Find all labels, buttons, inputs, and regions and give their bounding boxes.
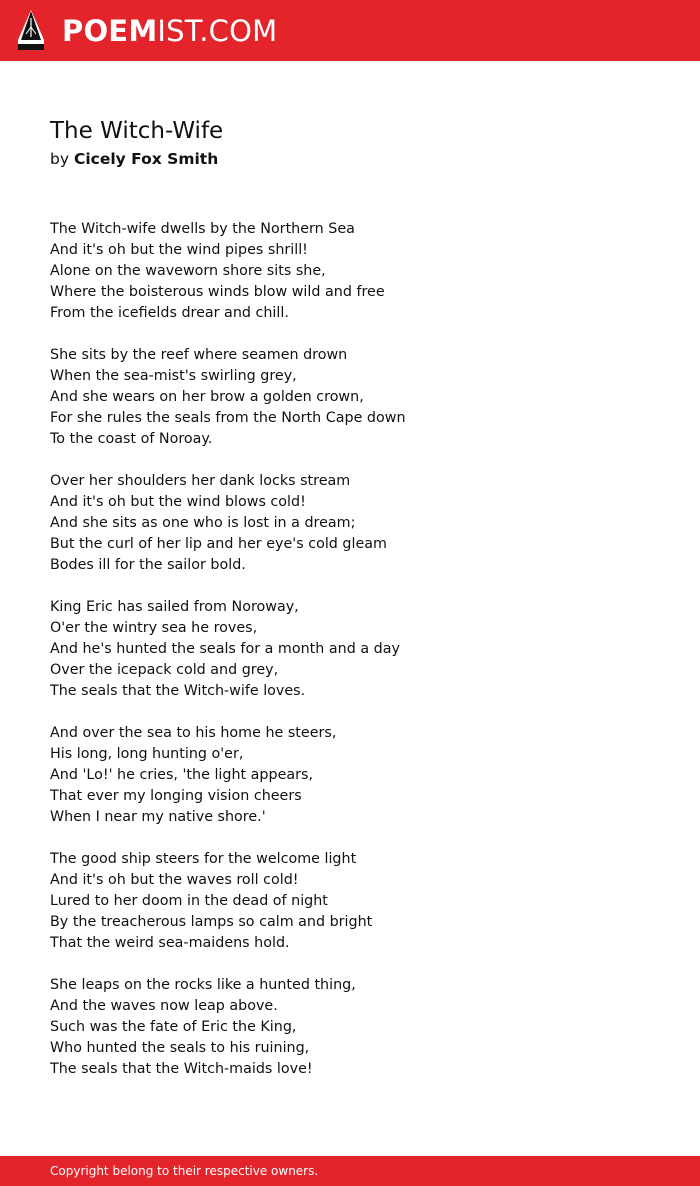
poem-line: The Witch-wife dwells by the Northern Sea xyxy=(50,221,355,237)
poem-stanza xyxy=(50,219,670,324)
poem-line: And she wears on her brow a golden crown, xyxy=(50,389,364,405)
poem-line: She leaps on the rocks like a hunted thing, xyxy=(50,977,356,993)
poem-line: And it's oh but the wind blows cold! xyxy=(50,494,306,510)
poem-line: The seals that the Witch-wife loves. xyxy=(50,683,306,699)
poem-line: Lured to her doom in the dead of night xyxy=(50,893,328,909)
poem-title: The Witch-Wife xyxy=(50,118,224,144)
poem-line: For she rules the seals from the North Cape down xyxy=(50,410,406,426)
author-name: Cicely Fox Smith xyxy=(73,150,219,168)
poem-stanza xyxy=(50,849,670,954)
poem-line: By the treacherous lamps so calm and bright xyxy=(50,914,373,930)
poem-line: King Eric has sailed from Noroway, xyxy=(50,599,299,615)
poem-line: The good ship steers for the welcome light xyxy=(50,851,357,867)
poem-line: Over her shoulders her dank locks stream xyxy=(50,473,351,489)
poem-stanza xyxy=(50,471,670,576)
poem-line: Alone on the waveworn shore sits she, xyxy=(50,263,326,279)
byline xyxy=(50,149,218,169)
poem-stanza xyxy=(50,597,670,702)
poem-line: And 'Lo!' he cries, 'the light appears, xyxy=(50,767,314,783)
poem-stanza xyxy=(50,975,670,1080)
poem-line: That ever my longing vision cheers xyxy=(50,788,302,804)
poem-line: To the coast of Noroay. xyxy=(50,431,213,447)
site-logo[interactable] xyxy=(62,11,277,51)
poem-line: His long, long hunting o'er, xyxy=(50,746,244,762)
copyright-text: Copyright belong to their respective owners. xyxy=(50,1164,319,1178)
poem-line: When I near my native shore.' xyxy=(50,809,266,825)
poem-line: But the curl of her lip and her eye's cold gleam xyxy=(50,536,387,552)
poem-line: The seals that the Witch-maids love! xyxy=(50,1061,313,1077)
poem-line: O'er the wintry sea he roves, xyxy=(50,620,258,636)
poem-stanza xyxy=(50,723,670,828)
poem-line: Over the icepack cold and grey, xyxy=(50,662,279,678)
poem-body xyxy=(50,219,670,1101)
poem-line: And over the sea to his home he steers, xyxy=(50,725,337,741)
poem-stanza xyxy=(50,345,670,450)
poem-line: From the icefields drear and chill. xyxy=(50,305,289,321)
poem-line: She sits by the reef where seamen drown xyxy=(50,347,348,363)
poem-line: And the waves now leap above. xyxy=(50,998,278,1014)
poem-line: And she sits as one who is lost in a dream; xyxy=(50,515,356,531)
poem-line: And it's oh but the waves roll cold! xyxy=(50,872,299,888)
poem-line: Where the boisterous winds blow wild and free xyxy=(50,284,385,300)
site-header xyxy=(0,0,700,61)
site-footer xyxy=(0,1156,700,1186)
poem-line: Bodes ill for the sailor bold. xyxy=(50,557,246,573)
brand-bold-text: POEM xyxy=(62,14,158,48)
poem-line: That the weird sea-maidens hold. xyxy=(50,935,290,951)
poem-line: Who hunted the seals to his ruining, xyxy=(50,1040,310,1056)
poem-line: And it's oh but the wind pipes shrill! xyxy=(50,242,308,258)
brand-light-text: IST.COM xyxy=(157,14,278,48)
poem-line: When the sea-mist's swirling grey, xyxy=(50,368,297,384)
pencil-tip-icon[interactable] xyxy=(17,10,45,52)
by-label: by xyxy=(50,150,70,168)
poem-line: And he's hunted the seals for a month and a day xyxy=(50,641,400,657)
poem-line: Such was the fate of Eric the King, xyxy=(50,1019,297,1035)
